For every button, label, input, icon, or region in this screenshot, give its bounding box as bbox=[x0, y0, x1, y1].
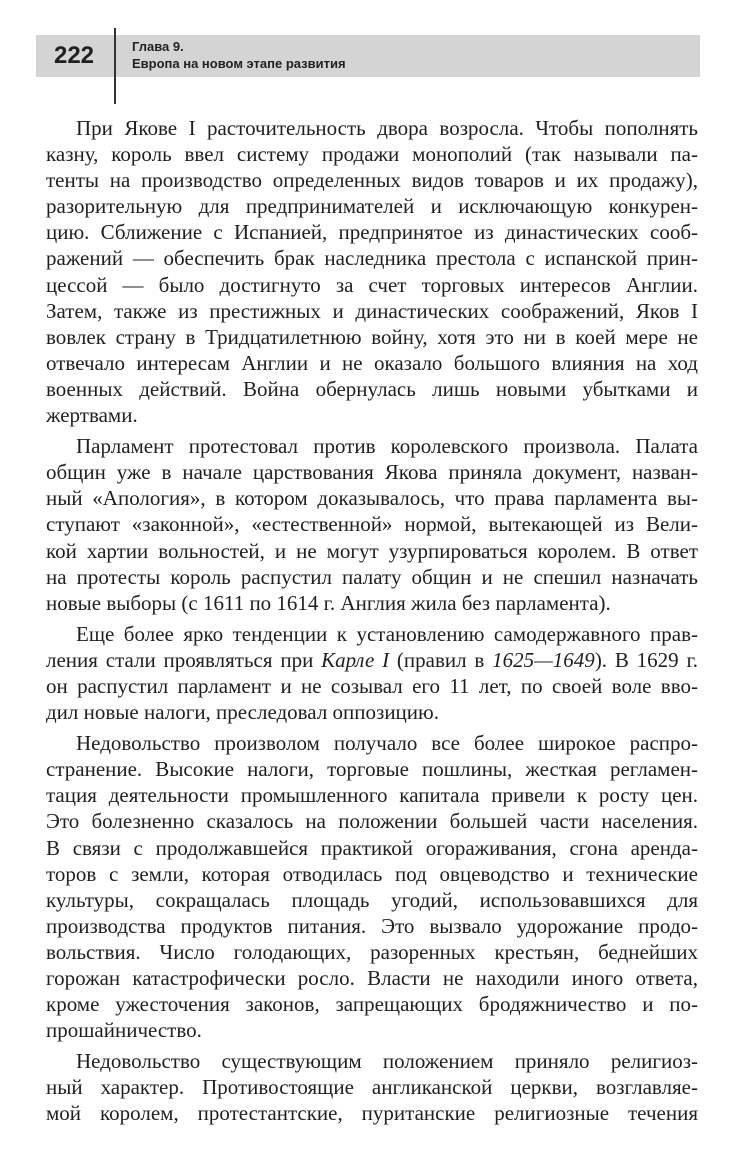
text-line: вольствия. Число голодающих, разоренных крестьян, беднейших bbox=[46, 939, 698, 964]
text-line: прошайничество. bbox=[46, 1018, 202, 1043]
page-number: 222 bbox=[53, 42, 95, 69]
text-line: горожан катастрофически росло. Власти не находили иного ответа, bbox=[46, 966, 698, 990]
chapter-title: Европа на новом этапе развития bbox=[132, 56, 346, 71]
text-line: цию. Сближение с Испанией, предпринятое из династических сооб- bbox=[46, 220, 698, 245]
text-line: мой королем, протестантские, пуританские религиозные течения bbox=[46, 1101, 698, 1126]
text-fragment: (правил в bbox=[389, 647, 493, 672]
text-fragment: ). В 1629 г. bbox=[594, 647, 698, 672]
text-line: странение. Высокие налоги, торговые пошлины, жесткая регламен- bbox=[46, 757, 698, 782]
text-line: Недовольство существующим положением приняло религиоз- bbox=[76, 1049, 698, 1074]
chapter-label: Глава 9. bbox=[132, 39, 184, 54]
paragraph bbox=[46, 730, 698, 1043]
text-line: Еще более ярко тенденции к установлению самодержавного прав- bbox=[76, 621, 698, 646]
text-line bbox=[46, 647, 698, 673]
text-line: кроме ужесточения законов, запрещающих бродяжничество и по- bbox=[46, 992, 698, 1017]
text-line: разорительную для предпринимателей и исключающую конкурен- bbox=[46, 194, 698, 219]
text-line: ный характер. Противостоящие англиканской церкви, возглавляе- bbox=[46, 1075, 698, 1100]
text-line: военных действий. Война обернулась лишь новыми убытками и bbox=[46, 376, 698, 401]
text-line: торов с земли, которая отводилась под овцеводство и технические bbox=[46, 861, 698, 886]
text-line: ражений — обеспечить брак наследника престола с испанской прин- bbox=[46, 246, 698, 271]
text-line: Затем, также из престижных и династических соображений, Яков I bbox=[46, 298, 698, 323]
text-line: Это болезненно сказалось на положении большей части населения. bbox=[46, 809, 698, 834]
text-line: тация деятельности промышленного капитала привели к росту цен. bbox=[46, 783, 698, 808]
text-line: жертвами. bbox=[46, 403, 138, 428]
text-line: вовлек страну в Тридцатилетнюю войну, хотя это ни в коей мере не bbox=[46, 324, 698, 349]
text-line: ный «Апология», в котором доказывалось, что права парламента вы- bbox=[46, 486, 698, 511]
header-divider bbox=[114, 28, 116, 104]
text-line: кой хартии вольностей, и не могут узурпироваться королем. В ответ bbox=[46, 538, 698, 563]
text-line: культуры, сокращалась площадь угодий, использовавшихся для bbox=[46, 887, 698, 912]
ruler-name: Карле I bbox=[321, 647, 390, 672]
text-line: При Якове I расточительность двора возросла. Чтобы пополнять bbox=[76, 116, 698, 140]
paragraph bbox=[46, 621, 698, 725]
paragraph bbox=[46, 115, 698, 428]
paragraph bbox=[46, 433, 698, 616]
text-line: казну, король ввел систему продажи монополий (так называли па- bbox=[46, 142, 698, 167]
text-fragment: ления стали проявляться при bbox=[46, 647, 322, 672]
text-line: производства продуктов питания. Это вызвало удорожание продо- bbox=[46, 913, 698, 938]
text-line: тенты на производство определенных видов товаров и их продажу), bbox=[46, 168, 698, 193]
body-text bbox=[46, 115, 698, 1127]
paragraph bbox=[46, 1048, 698, 1126]
text-line: Недовольство произволом получало все более широкое распро- bbox=[76, 731, 698, 756]
text-line: ступают «законной», «естественной» нормой, вытекающей из Вели- bbox=[46, 512, 698, 537]
text-line: общин уже в начале царствования Якова приняла документ, назван- bbox=[46, 460, 698, 485]
text-line: дил новые налоги, преследовал оппозицию. bbox=[46, 700, 439, 725]
text-line: на протесты король распустил палату общин и не спешил назначать bbox=[46, 564, 698, 589]
text-line: новые выборы (с 1611 по 1614 г. Англия жила без парламента). bbox=[46, 590, 611, 615]
text-line: отвечало интересам Англии и не оказало большого влияния на ход bbox=[46, 350, 698, 375]
text-line: В связи с продолжавшейся практикой огораживания, сгона аренда- bbox=[46, 835, 698, 860]
text-line: Парламент протестовал против королевского произвола. Палата bbox=[76, 434, 698, 459]
reign-years: 1625—1649 bbox=[492, 647, 595, 672]
text-line: цессой — было достигнуто за счет торговых интересов Англии. bbox=[46, 272, 698, 297]
text-line: он распустил парламент и не созывал его 11 лет, по своей воле вво- bbox=[46, 673, 698, 698]
